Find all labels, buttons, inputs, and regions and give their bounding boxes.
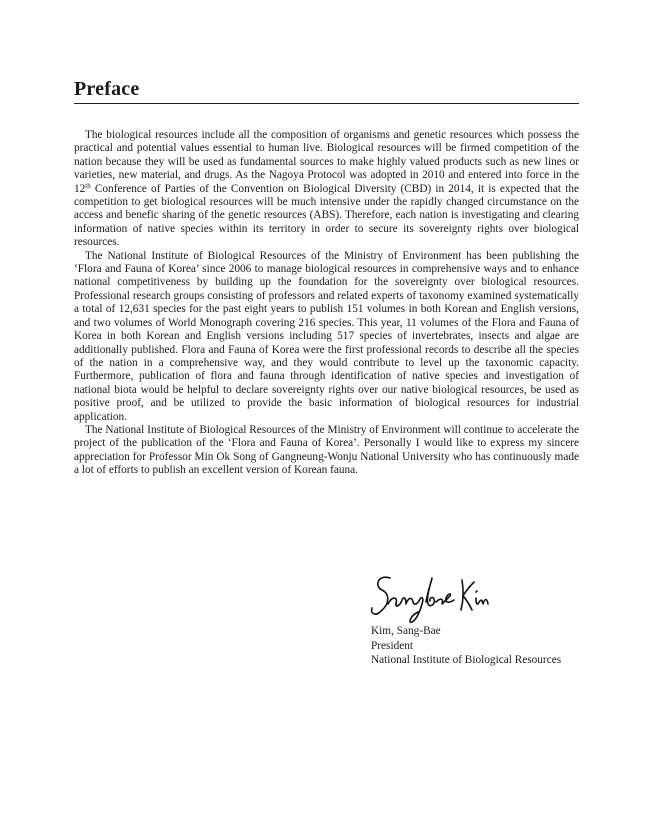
paragraph-1 <box>74 129 579 250</box>
paragraph-1-part-a: The biological resources include all the composition of organisms and genetic resources which possess the practical and potential values essential to human live. Biological resources will be firmed competition of the nation because they will be used as fundamental sources to make highly valued products such as new lines or varieties, new material, and drugs. As the Nagoya Protocol was adopted in 2010 and entered into force in the 12 <box>74 129 579 195</box>
handwritten-signature <box>366 566 496 626</box>
page-title: Preface <box>74 78 140 100</box>
signatory-position: President <box>371 639 414 652</box>
signature-block <box>371 624 561 668</box>
ordinal-superscript: th <box>85 181 91 190</box>
paragraph-1-part-b: Conference of Parties of the Convention on Biological Diversity (CBD) in 2014, it is expected that the competition to get biological resources will be much intensive under the rapidly changed circumstance on the access and benefic sharing of the genetic resources (ABS). Therefore, each nation is investigating and clearing information of native species within its territory in order to secure its sovereignty rights over biological resources. <box>74 182 579 249</box>
signatory-organization: National Institute of Biological Resources <box>371 654 562 666</box>
paragraph-3: The National Institute of Biological Resources of the Ministry of Environment will continue to accelerate the project of the publication of the ‘Flora and Fauna of Korea’. Personally I would like to express my sincere appreciation for Professor Min Ok Song of Gangneung-Wonju National University who has continuously made a lot of efforts to publish an excellent version of Korean fauna. <box>74 423 579 477</box>
title-rule <box>74 103 579 104</box>
paragraph-2: The National Institute of Biological Resources of the Ministry of Environment has been publishing the ‘Flora and Fauna of Korea’ since 2006 to manage biological resources in comprehensive ways and to enhance national competitiveness by building up the foundation for the sovereignty over biological resources. Professional research groups consisting of professors and related experts of taxonomy examined systematically a total of 12,631 species for the past eight years to publish 151 volumes in both Korean and English versions, and two volumes of World Monograph covering 216 species. This year, 11 volumes of the Flora and Fauna of Korea in both Korean and English versions including 517 species of invertebrates, insects and algae are additionally published. Flora and Fauna of Korea were the first professional records to describe all the species of the nation in a comprehensive way, and they would contribute to level up the taxonomic capacity. Furthermore, publication of flora and fauna through identification of native species and investigation of national biota would be helpful to declare sovereignty rights over our native biological resources, be used as positive proof, and be utilized to provide the basic information of biological resources for industrial application. <box>74 249 579 423</box>
preface-body <box>74 129 579 478</box>
signatory-name: Kim, Sang-Bae <box>371 625 441 637</box>
